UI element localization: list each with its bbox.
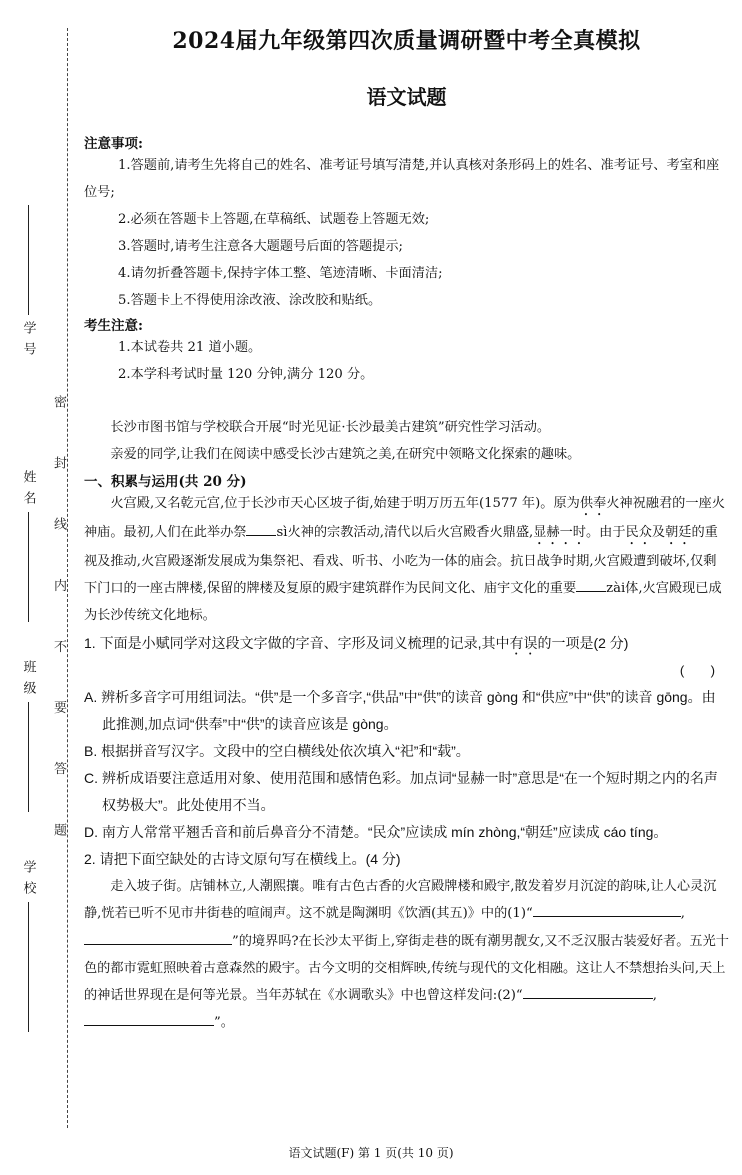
number-field bbox=[17, 205, 39, 357]
notice-label: 注意事项: bbox=[84, 136, 143, 152]
name-field bbox=[17, 470, 39, 622]
notice-item: 4.请勿折叠答题卡,保持字体工整、笔迹清晰、卡面清洁; bbox=[118, 266, 443, 281]
question-2-passage: 走入坡子街。店铺林立,人潮熙攘。唯有古色古香的火宫殿牌楼和殿宇,散发着岁月沉淀的韵味,让人心灵沉静,恍若已听不见市井街巷的喧闹声。这不就是陶渊明《饮酒(其五)》中的(1)“ ,”的境界吗?在长沙太平街上,穿街走巷的既有潮男靓女,又不乏汉服古装爱好者。五光十色的都市霓虹照映着古意森然的殿宇。古今文明的交相辉映,传统与现代的文化相融。这让人不禁想抬头问,天上的神话世界现在是何等光景。当年苏轼在《水调歌头》中也曾这样发问:(2)“ ,”。 bbox=[84, 879, 729, 1031]
question-stem: 1. 下面是小赋同学对这段文字做的字音、字形及词义梳理的记录,其中有误的一项是(2 分) bbox=[84, 634, 629, 651]
option-a: A. 辨析多音字可用组词法。“供”是一个多音字,“供品”中“供”的读音 gòng 和“供应”中“供”的读音 gōng。由此推测,加点词“供奉”中“供”的读音应该是 gòng。 bbox=[84, 689, 716, 733]
notice-item: 1.答题前,请考生先将自己的姓名、准考证号填写清楚,并认真核对条形码上的姓名、准考证号、考室和座位号; bbox=[84, 158, 720, 200]
class-field bbox=[17, 660, 39, 812]
emphasis-word: 供奉 bbox=[579, 496, 607, 511]
emphasis-word: 朝廷 bbox=[665, 525, 692, 540]
question-1 bbox=[84, 630, 729, 847]
number-label: 学 号 bbox=[20, 321, 36, 358]
notice-item: 2.必须在答题卡上答题,在草稿纸、试题卷上答题无效; bbox=[118, 212, 430, 227]
question-stem: 2. 请把下面空缺处的古诗文原句写在横线上。(4 分) bbox=[84, 851, 401, 868]
page-footer: 语文试题(F) 第 1 页(共 10 页) bbox=[288, 1146, 454, 1160]
answer-blank[interactable] bbox=[576, 591, 606, 592]
question-2 bbox=[84, 846, 729, 1036]
emphasis-word: 显赫一时 bbox=[533, 525, 586, 540]
exam-notice-item: 1.本试卷共 21 道小题。 bbox=[118, 340, 262, 355]
answer-bracket[interactable]: ( ) bbox=[679, 662, 715, 678]
exam-notice-item: 2.本学科考试时量 120 分钟,满分 120 分。 bbox=[118, 367, 374, 382]
name-label: 姓 名 bbox=[20, 470, 36, 507]
exam-notice-block bbox=[84, 314, 729, 388]
answer-blank[interactable] bbox=[533, 916, 681, 917]
option-b: B. 根据拼音写汉字。文段中的空白横线处依次填入“祀”和“载”。 bbox=[84, 743, 470, 760]
class-label: 班 级 bbox=[20, 660, 36, 697]
answer-blank[interactable] bbox=[84, 944, 232, 945]
section-title: 一、积累与运用(共 20 分) bbox=[84, 474, 247, 490]
intro-line: 亲爱的同学,让我们在阅读中感受长沙古建筑之美,在研究中领略文化探索的趣味。 bbox=[110, 446, 581, 462]
reading-passage: 火宫殿,又名乾元宫,位于长沙市天心区坡子街,始建于明万历五年(1577 年)。原为供奉火神祝融君的一座火神庙。最初,人们在此举办祭 sì火神的宗教活动,清代以后火宫殿香火鼎盛,显赫一时。由于民众及朝廷的重视及推动,火宫殿逐渐发展成为集祭祀、看戏、听书、小吃为一体的庙会。抗日战争时期,火宫殿遭到破坏,仅剩下门口的一座古牌楼,保留的牌楼及复原的殿宇建筑群作为民间文化、庙宇文化的重要 zài体,火宫殿现已成为长沙传统文化地标。 bbox=[84, 496, 725, 624]
school-label: 学 校 bbox=[20, 860, 36, 897]
pinyin-hint: sì bbox=[276, 525, 288, 540]
answer-blank[interactable] bbox=[246, 535, 276, 536]
notice-item: 3.答题时,请考生注意各大题题号后面的答题提示; bbox=[118, 239, 403, 254]
seal-warning: 密 封 线 内 不 要 答 题 bbox=[51, 395, 66, 858]
number-blank[interactable] bbox=[28, 205, 29, 315]
school-field bbox=[17, 860, 39, 1032]
class-blank[interactable] bbox=[28, 702, 29, 812]
exam-title: 2024届九年级第四次质量调研暨中考全真模拟 bbox=[172, 28, 641, 54]
notice-block bbox=[84, 132, 729, 314]
binding-margin bbox=[0, 0, 80, 1175]
answer-blank[interactable] bbox=[523, 998, 653, 999]
exam-page bbox=[84, 14, 729, 1036]
exam-notice-label: 考生注意: bbox=[84, 318, 143, 334]
exam-subject: 语文试题 bbox=[366, 85, 447, 109]
answer-blank[interactable] bbox=[84, 1025, 214, 1026]
pinyin-hint: zài bbox=[606, 581, 626, 597]
emphasis-word: 民众 bbox=[625, 525, 652, 540]
option-c: C. 辨析成语要注意适用对象、使用范围和感情色彩。加点词“显赫一时”意思是“在一个短时期之内的名声权势极大”。此处使用不当。 bbox=[84, 770, 718, 814]
school-blank[interactable] bbox=[28, 902, 29, 1032]
intro-line: 长沙市图书馆与学校联合开展“时光见证·长沙最美古建筑”研究性学习活动。 bbox=[110, 420, 551, 435]
notice-item: 5.答题卡上不得使用涂改液、涂改胶和贴纸。 bbox=[118, 293, 382, 308]
intro-block bbox=[84, 415, 729, 468]
name-blank[interactable] bbox=[28, 512, 29, 622]
option-d: D. 南方人常常平翘舌音和前后鼻音分不清楚。“民众”应读成 mín zhòng,“朝廷”应读成 cáo tíng。 bbox=[84, 824, 668, 841]
